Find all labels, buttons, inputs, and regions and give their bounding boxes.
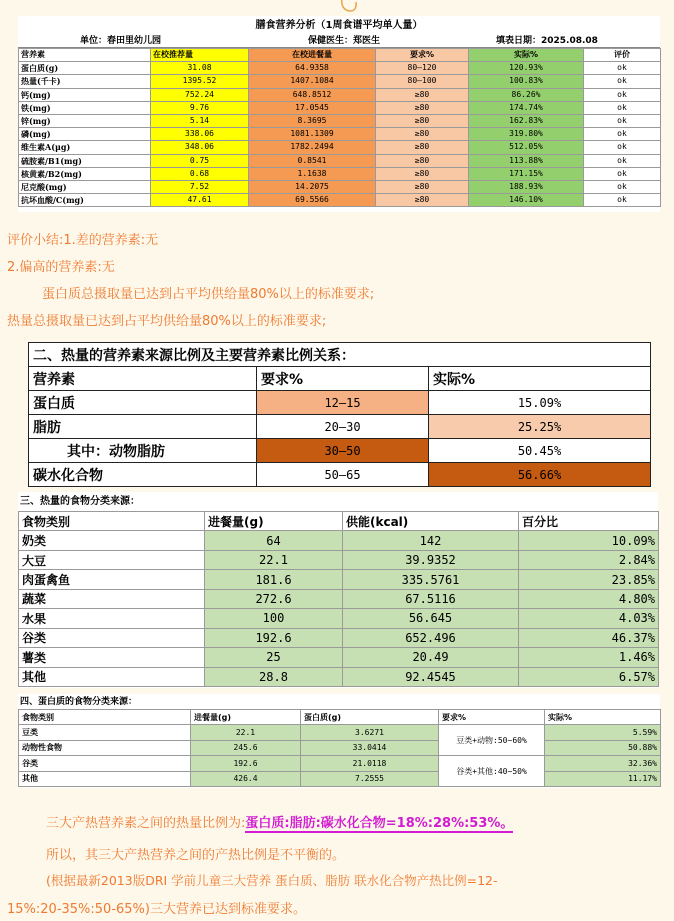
table-row	[19, 101, 661, 114]
table-row	[29, 463, 651, 487]
table4-header-row	[19, 710, 661, 725]
nutrient-name: 热量(千卡)	[19, 75, 151, 88]
summary-line-2: 2.偏高的营养素:无	[7, 260, 115, 275]
nutrient-name: 尼克酸(mg)	[19, 180, 151, 193]
intake-value: 8.3695	[249, 114, 376, 127]
evaluation-value: ok	[584, 75, 661, 88]
conclusion-line-3b: 15%:20-35%:50-65%)三大营养已达到标准要求。	[7, 902, 306, 917]
table-row	[29, 415, 651, 439]
nutrient-name: 蛋白质(g)	[19, 62, 151, 75]
t4-row-name: 动物性食物	[19, 740, 191, 755]
evaluation-value: ok	[584, 101, 661, 114]
energy-value: 39.9352	[343, 550, 519, 569]
t3-header-category: 食物类别	[19, 512, 205, 531]
requirement-value: ≥80	[376, 114, 469, 127]
evaluation-value: ok	[584, 128, 661, 141]
t2-row-req: 50—65	[257, 463, 429, 487]
t3-header-energy: 供能(kcal)	[343, 512, 519, 531]
intake-value: 648.8512	[249, 88, 376, 101]
food-category: 水果	[19, 609, 205, 628]
requirement-value: ≥80	[376, 141, 469, 154]
table1-header-row	[19, 49, 661, 62]
evaluation-value: ok	[584, 180, 661, 193]
recommended-value: 0.68	[151, 167, 249, 180]
intake-value: 64	[205, 531, 343, 550]
t4-row-intake: 22.1	[191, 725, 301, 740]
t2-row-name: 蛋白质	[29, 391, 257, 415]
table-row	[19, 141, 661, 154]
intake-value: 28.8	[205, 667, 343, 687]
intake-value: 64.9358	[249, 62, 376, 75]
table3-title: 三、热量的食物分类来源：	[20, 496, 140, 507]
nutrition-analysis-table	[18, 16, 660, 212]
intake-value: 1782.2494	[249, 141, 376, 154]
table-row	[19, 194, 661, 207]
percent-value: 23.85%	[519, 570, 659, 589]
t2-row-name: 其中：动物脂肪	[29, 439, 257, 463]
percent-value: 10.09%	[519, 531, 659, 550]
t2-row-actual: 56.66%	[429, 463, 651, 487]
summary-line-4: 热量总摄取量已达到占平均供给量80%以上的标准要求;	[7, 314, 327, 329]
food-category: 肉蛋禽鱼	[19, 570, 205, 589]
recommended-value: 7.52	[151, 180, 249, 193]
percent-value: 46.37%	[519, 628, 659, 647]
nutrient-name: 锌(mg)	[19, 114, 151, 127]
header-intake: 在校进餐量	[249, 49, 376, 62]
table-row	[29, 439, 651, 463]
requirement-value: ≥80	[376, 88, 469, 101]
t2-row-actual: 15.09%	[429, 391, 651, 415]
t4-header-protein: 蛋白质(g)	[301, 710, 439, 725]
recommended-value: 338.06	[151, 128, 249, 141]
t4-row-protein: 21.0118	[301, 756, 439, 771]
intake-value: 192.6	[205, 628, 343, 647]
t3-header-percent: 百分比	[519, 512, 659, 531]
intake-value: 14.2075	[249, 180, 376, 193]
t2-header-requirement: 要求%	[257, 367, 429, 391]
evaluation-value: ok	[584, 88, 661, 101]
table1-info-row	[18, 35, 660, 48]
actual-percent: 174.74%	[469, 101, 584, 114]
actual-percent: 171.15%	[469, 167, 584, 180]
t4-req-grain-other: 谷类+其他:40~50%	[439, 756, 545, 787]
nutrient-name: 硫胺素/B1(mg)	[19, 154, 151, 167]
t2-row-req: 30—50	[257, 439, 429, 463]
ratio-prefix: 三大产热营养素之间的热量比例为:	[46, 816, 246, 831]
table4-title: 四、蛋白质的食物分类来源：	[20, 697, 138, 707]
energy-value: 92.4545	[343, 667, 519, 687]
protein-food-source-table	[18, 694, 660, 788]
t4-row-name: 豆类	[19, 725, 191, 740]
nutrient-name: 抗坏血酸/C(mg)	[19, 194, 151, 207]
percent-value: 4.80%	[519, 589, 659, 608]
t2-row-req: 20—30	[257, 415, 429, 439]
intake-value: 181.6	[205, 570, 343, 589]
conclusion-line-2: 所以，其三大产热营养之间的产热比例是不平衡的。	[46, 848, 346, 863]
t2-row-actual: 50.45%	[429, 439, 651, 463]
table-row	[19, 62, 661, 75]
nutrient-name: 维生素A(μg)	[19, 141, 151, 154]
recommended-value: 31.08	[151, 62, 249, 75]
food-category: 大豆	[19, 550, 205, 569]
date-label: 填表日期：2025.08.08	[496, 36, 598, 46]
evaluation-value: ok	[584, 154, 661, 167]
t4-header-requirement: 要求%	[439, 710, 545, 725]
table-row	[19, 725, 661, 740]
t2-header-nutrient: 营养素	[29, 367, 257, 391]
table-row	[19, 88, 661, 101]
actual-percent: 113.88%	[469, 154, 584, 167]
recommended-value: 5.14	[151, 114, 249, 127]
t4-req-animal-bean: 豆类+动物:50~60%	[439, 725, 545, 756]
ratio-line	[46, 812, 513, 831]
evaluation-value: ok	[584, 194, 661, 207]
recommended-value: 0.75	[151, 154, 249, 167]
t4-header-intake: 进餐量(g)	[191, 710, 301, 725]
table2-title-row	[29, 343, 651, 367]
nutrient-name: 核黄素/B2(mg)	[19, 167, 151, 180]
requirement-value: ≥80	[376, 101, 469, 114]
t4-row-actual: 50.88%	[545, 740, 661, 755]
recommended-value: 47.61	[151, 194, 249, 207]
requirement-value: ≥80	[376, 128, 469, 141]
t4-row-actual: 32.36%	[545, 756, 661, 771]
table-row	[19, 167, 661, 180]
energy-food-source-table	[18, 492, 658, 688]
table-row	[19, 771, 661, 786]
t4-row-protein: 7.2555	[301, 771, 439, 786]
unit-label: 单位：春田里幼儿园	[80, 36, 162, 46]
recommended-value: 752.24	[151, 88, 249, 101]
table-row	[19, 128, 661, 141]
table-row	[19, 589, 659, 608]
percent-value: 4.03%	[519, 609, 659, 628]
t4-header-category: 食物类别	[19, 710, 191, 725]
percent-value: 2.84%	[519, 550, 659, 569]
intake-value: 17.0545	[249, 101, 376, 114]
intake-value: 22.1	[205, 550, 343, 569]
table-row	[19, 531, 659, 550]
t4-row-actual: 5.59%	[545, 725, 661, 740]
requirement-value: ≥80	[376, 194, 469, 207]
actual-percent: 86.26%	[469, 88, 584, 101]
header-evaluation: 评价	[584, 49, 661, 62]
t3-header-intake: 进餐量(g)	[205, 512, 343, 531]
header-actual: 实际%	[469, 49, 584, 62]
header-recommended: 在校推荐量	[151, 49, 249, 62]
table-row	[19, 667, 659, 687]
evaluation-value: ok	[584, 141, 661, 154]
t4-row-intake: 426.4	[191, 771, 301, 786]
intake-value: 1081.1309	[249, 128, 376, 141]
table-row	[19, 740, 661, 755]
intake-value: 100	[205, 609, 343, 628]
table-row	[19, 609, 659, 628]
requirement-value: ≥80	[376, 180, 469, 193]
intake-value: 69.5566	[249, 194, 376, 207]
table-row	[19, 756, 661, 771]
food-category: 蔬菜	[19, 589, 205, 608]
energy-value: 142	[343, 531, 519, 550]
table-row	[29, 391, 651, 415]
actual-percent: 512.05%	[469, 141, 584, 154]
table-row	[19, 648, 659, 667]
decorative-arc-icon	[338, 0, 360, 14]
header-requirement: 要求%	[376, 49, 469, 62]
actual-percent: 100.83%	[469, 75, 584, 88]
percent-value: 1.46%	[519, 648, 659, 667]
table-row	[19, 75, 661, 88]
evaluation-value: ok	[584, 167, 661, 180]
recommended-value: 348.06	[151, 141, 249, 154]
food-category: 谷类	[19, 628, 205, 647]
recommended-value: 9.76	[151, 101, 249, 114]
energy-value: 56.645	[343, 609, 519, 628]
intake-value: 0.8541	[249, 154, 376, 167]
t4-row-protein: 3.6271	[301, 725, 439, 740]
t2-row-name: 脂肪	[29, 415, 257, 439]
t2-row-actual: 25.25%	[429, 415, 651, 439]
table1-grid	[18, 48, 661, 207]
intake-value: 272.6	[205, 589, 343, 608]
summary-line-3: 蛋白质总摄取量已达到占平均供给量80%以上的标准要求;	[42, 287, 375, 302]
table-row	[19, 570, 659, 589]
table2-header-row	[29, 367, 651, 391]
food-category: 奶类	[19, 531, 205, 550]
requirement-value: ≥80	[376, 154, 469, 167]
t2-header-actual: 实际%	[429, 367, 651, 391]
t4-row-intake: 245.6	[191, 740, 301, 755]
t4-row-intake: 192.6	[191, 756, 301, 771]
nutrient-name: 磷(mg)	[19, 128, 151, 141]
t4-row-name: 谷类	[19, 756, 191, 771]
intake-value: 1407.1084	[249, 75, 376, 88]
actual-percent: 120.93%	[469, 62, 584, 75]
evaluation-value: ok	[584, 62, 661, 75]
energy-value: 67.5116	[343, 589, 519, 608]
table-row	[19, 550, 659, 569]
t4-row-name: 其他	[19, 771, 191, 786]
conclusion-line-3a: (根据最新2013版DRI 学前儿童三大营养 蛋白质、脂肪 联水化合物产热比例=12-	[46, 873, 498, 888]
nutrient-name: 钙(mg)	[19, 88, 151, 101]
food-category: 其他	[19, 667, 205, 687]
table-row	[19, 154, 661, 167]
energy-source-ratio-table	[28, 342, 650, 487]
table3-header-row	[19, 512, 659, 531]
nutrient-name: 铁(mg)	[19, 101, 151, 114]
evaluation-value: ok	[584, 114, 661, 127]
percent-value: 6.57%	[519, 667, 659, 687]
energy-value: 652.496	[343, 628, 519, 647]
t4-row-actual: 11.17%	[545, 771, 661, 786]
intake-value: 25	[205, 648, 343, 667]
energy-value: 20.49	[343, 648, 519, 667]
table-row	[19, 114, 661, 127]
t4-header-actual: 实际%	[545, 710, 661, 725]
table-row	[19, 628, 659, 647]
summary-line-1: 评价小结:1.差的营养素:无	[7, 233, 159, 248]
intake-value: 1.1638	[249, 167, 376, 180]
t2-row-req: 12—15	[257, 391, 429, 415]
energy-value: 335.5761	[343, 570, 519, 589]
food-category: 薯类	[19, 648, 205, 667]
recommended-value: 1395.52	[151, 75, 249, 88]
actual-percent: 146.10%	[469, 194, 584, 207]
header-nutrient: 营养素	[19, 49, 151, 62]
requirement-value: 80—120	[376, 62, 469, 75]
doctor-label: 保健医生：郑医生	[308, 36, 381, 46]
ratio-highlight: 蛋白质:脂肪:碳水化合物=18%:28%:53%。	[245, 816, 514, 831]
actual-percent: 162.83%	[469, 114, 584, 127]
table1-title: 膳食营养分析（1周食谱平均单人量）	[255, 20, 423, 31]
requirement-value: 80—100	[376, 75, 469, 88]
table2-title: 二、热量的营养素来源比例及主要营养素比例关系：	[29, 343, 651, 367]
actual-percent: 188.93%	[469, 180, 584, 193]
requirement-value: ≥80	[376, 167, 469, 180]
t2-row-name: 碳水化合物	[29, 463, 257, 487]
actual-percent: 319.80%	[469, 128, 584, 141]
t4-row-protein: 33.0414	[301, 740, 439, 755]
table-row	[19, 180, 661, 193]
